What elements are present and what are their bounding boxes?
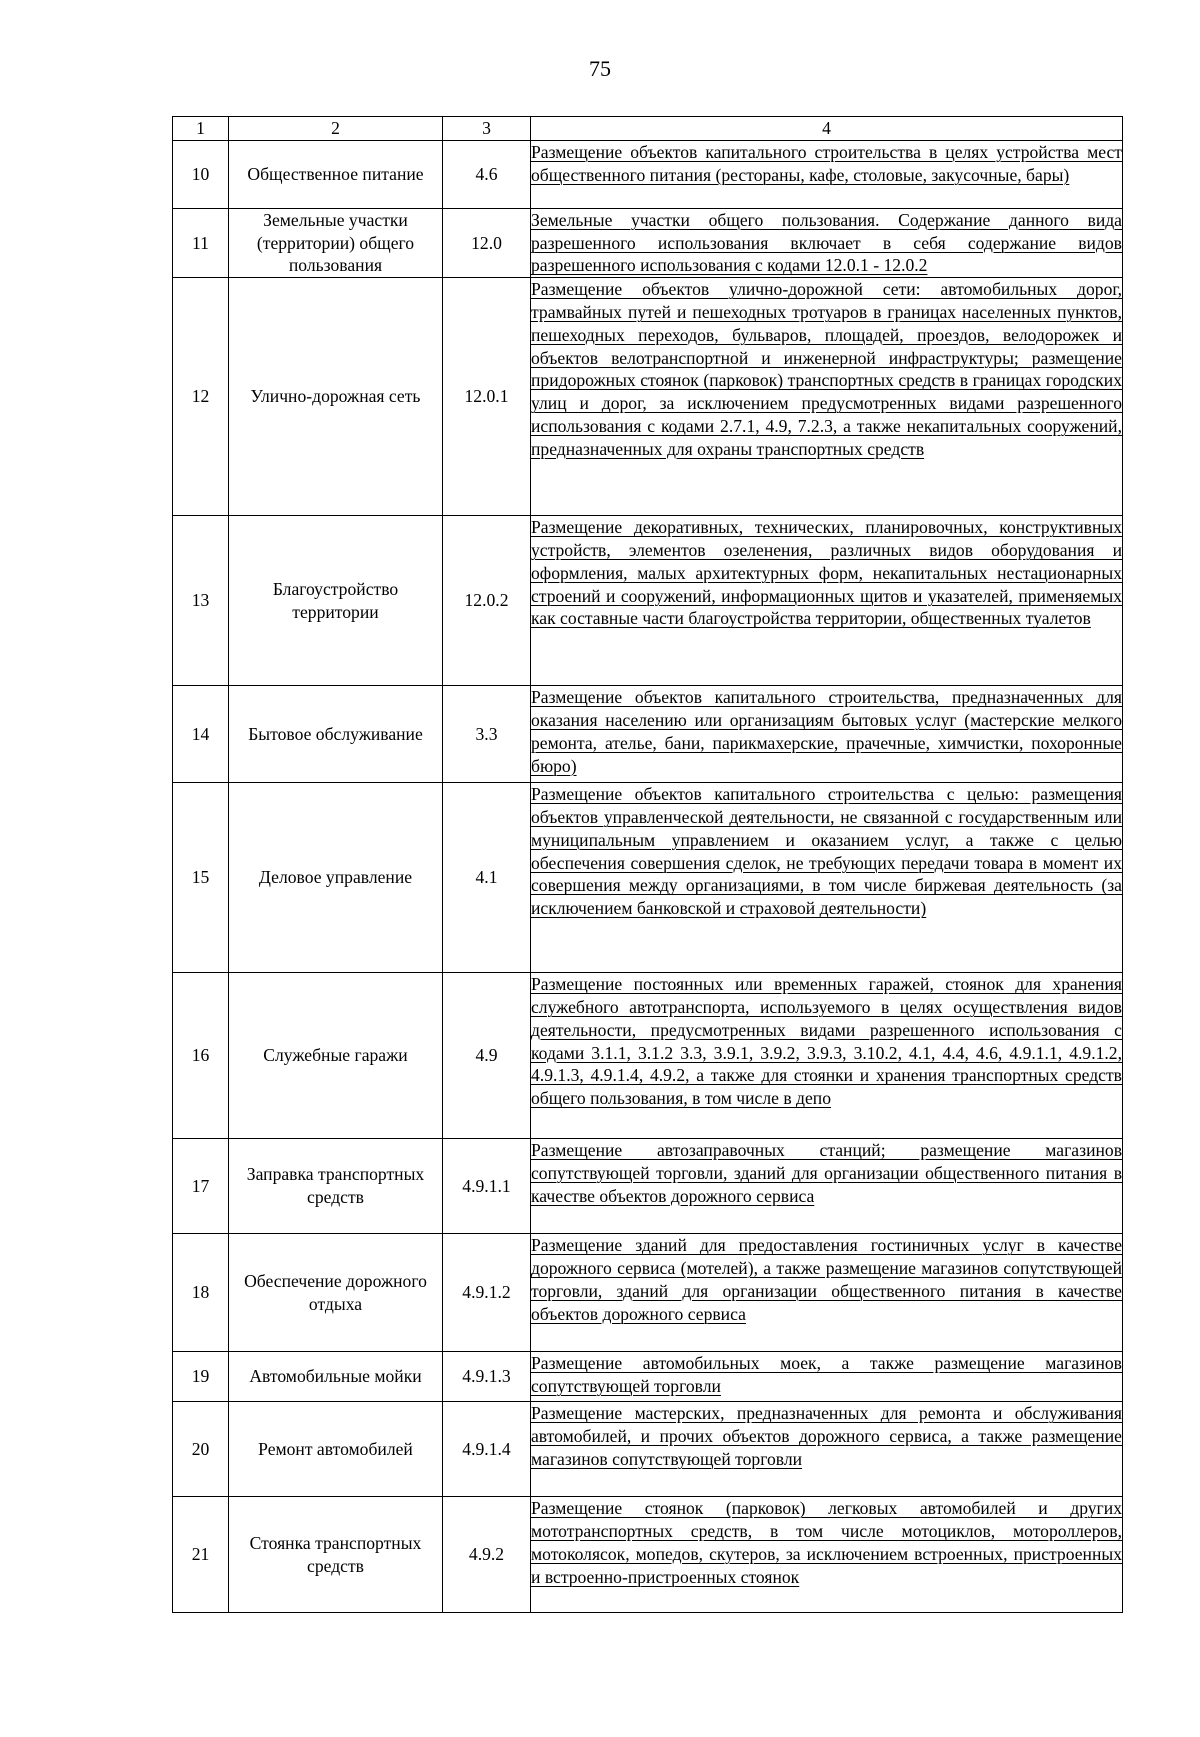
use-type-description: Размещение постоянных или временных гаражей, стоянок для хранения служебного автотранспорта, используемого в целях осуществления видов деятельности, предусмотренных видами разрешенного использования с кодами 3.1.1, 3.1.2 3.3, 3.9.1, 3.9.2, 3.9.3, 3.10.2, 4.1, 4.4, 4.6, 4.9.1.1, 4.9.1.2, 4.9.1.3, 4.9.1.4, 4.9.2, а также для стоянки и хранения транспортных средств общего пользования, в том числе в депо <box>531 973 1123 1139</box>
use-type-code: 4.9.2 <box>443 1497 531 1613</box>
table-row <box>173 140 1123 208</box>
table-row <box>173 278 1123 516</box>
use-type-name: Бытовое обслуживание <box>229 686 443 783</box>
use-type-code: 4.9.1.4 <box>443 1402 531 1497</box>
use-type-description: Размещение мастерских, предназначенных для ремонта и обслуживания автомобилей, и прочих объектов дорожного сервиса, а также размещение магазинов сопутствующей торговли <box>531 1402 1123 1497</box>
use-type-description: Размещение объектов улично-дорожной сети: автомобильных дорог, трамвайных путей и пешеходных тротуаров в границах населенных пунктов, пешеходных переходов, бульваров, площадей, проездов, велодорожек и объектов велотранспортной и инженерной инфраструктуры; размещение придорожных стоянок (парковок) транспортных средств в границах городских улиц и дорог, за исключением предусмотренных видами разрешенного использования с кодами 2.7.1, 4.9, 7.2.3, а также некапитальных сооружений, предназначенных для охраны транспортных средств <box>531 278 1123 516</box>
use-type-name: Стоянка транспортных средств <box>229 1497 443 1613</box>
table-row <box>173 783 1123 973</box>
header-col-2: 2 <box>229 117 443 141</box>
use-type-code: 4.9.1.1 <box>443 1139 531 1234</box>
header-col-3: 3 <box>443 117 531 141</box>
use-type-code: 3.3 <box>443 686 531 783</box>
use-type-description: Размещение автомобильных моек, а также размещение магазинов сопутствующей торговли <box>531 1352 1123 1402</box>
use-type-code: 4.9.1.2 <box>443 1234 531 1352</box>
use-type-name: Служебные гаражи <box>229 973 443 1139</box>
page-number: 75 <box>589 56 611 81</box>
use-type-description: Размещение декоративных, технических, планировочных, конструктивных устройств, элементов озеленения, различных видов оборудования и оформления, малых архитектурных форм, некапитальных нестационарных строений и сооружений, информационных щитов и указателей, применяемых как составные части благоустройства территории, общественных туалетов <box>531 516 1123 686</box>
use-type-code: 12.0.1 <box>443 278 531 516</box>
row-number: 17 <box>173 1139 229 1234</box>
use-type-code: 4.1 <box>443 783 531 973</box>
row-number: 11 <box>173 208 229 277</box>
use-type-description: Размещение объектов капитального строительства, предназначенных для оказания населению или организациям бытовых услуг (мастерские мелкого ремонта, ателье, бани, парикмахерские, прачечные, химчистки, похоронные бюро) <box>531 686 1123 783</box>
table-row <box>173 516 1123 686</box>
row-number: 21 <box>173 1497 229 1613</box>
use-type-description: Размещение стоянок (парковок) легковых автомобилей и других мототранспортных средств, в том числе мотоциклов, мотороллеров, мотоколясок, мопедов, скутеров, за исключением встроенных, пристроенных и встроенно-пристроенных стоянок <box>531 1497 1123 1613</box>
use-type-name: Общественное питание <box>229 140 443 208</box>
table-row <box>173 1497 1123 1613</box>
table-row <box>173 1402 1123 1497</box>
use-type-name: Заправка транспортных средств <box>229 1139 443 1234</box>
header-col-1: 1 <box>173 117 229 141</box>
use-type-name: Деловое управление <box>229 783 443 973</box>
use-type-description: Земельные участки общего пользования. Содержание данного вида разрешенного использования включает в себя содержание видов разрешенного использования с кодами 12.0.1 - 12.0.2 <box>531 208 1123 277</box>
row-number: 20 <box>173 1402 229 1497</box>
use-type-code: 4.9.1.3 <box>443 1352 531 1402</box>
use-type-code: 4.6 <box>443 140 531 208</box>
use-type-name: Благоустройство территории <box>229 516 443 686</box>
row-number: 18 <box>173 1234 229 1352</box>
row-number: 10 <box>173 140 229 208</box>
table-row <box>173 208 1123 277</box>
table-header-row <box>173 117 1123 141</box>
table-row <box>173 1234 1123 1352</box>
header-col-4: 4 <box>531 117 1123 141</box>
row-number: 13 <box>173 516 229 686</box>
land-use-table <box>172 116 1123 1613</box>
use-type-name: Ремонт автомобилей <box>229 1402 443 1497</box>
use-type-code: 12.0 <box>443 208 531 277</box>
row-number: 15 <box>173 783 229 973</box>
row-number: 16 <box>173 973 229 1139</box>
use-type-description: Размещение автозаправочных станций; размещение магазинов сопутствующей торговли, зданий для организации общественного питания в качестве объектов дорожного сервиса <box>531 1139 1123 1234</box>
use-type-code: 4.9 <box>443 973 531 1139</box>
use-type-code: 12.0.2 <box>443 516 531 686</box>
table-row <box>173 1352 1123 1402</box>
use-type-description: Размещение объектов капитального строительства в целях устройства мест общественного питания (рестораны, кафе, столовые, закусочные, бары) <box>531 140 1123 208</box>
table-row <box>173 1139 1123 1234</box>
table-row <box>173 686 1123 783</box>
table-row <box>173 973 1123 1139</box>
row-number: 12 <box>173 278 229 516</box>
use-type-name: Автомобильные мойки <box>229 1352 443 1402</box>
use-type-name: Улично-дорожная сеть <box>229 278 443 516</box>
use-type-name: Обеспечение дорожного отдыха <box>229 1234 443 1352</box>
row-number: 19 <box>173 1352 229 1402</box>
row-number: 14 <box>173 686 229 783</box>
use-type-description: Размещение зданий для предоставления гостиничных услуг в качестве дорожного сервиса (мотелей), а также размещение магазинов сопутствующей торговли, зданий для организации общественного питания в качестве объектов дорожного сервиса <box>531 1234 1123 1352</box>
use-type-name: Земельные участки (территории) общего пользования <box>229 208 443 277</box>
use-type-description: Размещение объектов капитального строительства с целью: размещения объектов управленческой деятельности, не связанной с государственным или муниципальным управлением и оказанием услуг, а также с целью обеспечения совершения сделок, не требующих передачи товара в момент их совершения между организациями, в том числе биржевая деятельность (за исключением банковской и страховой деятельности) <box>531 783 1123 973</box>
